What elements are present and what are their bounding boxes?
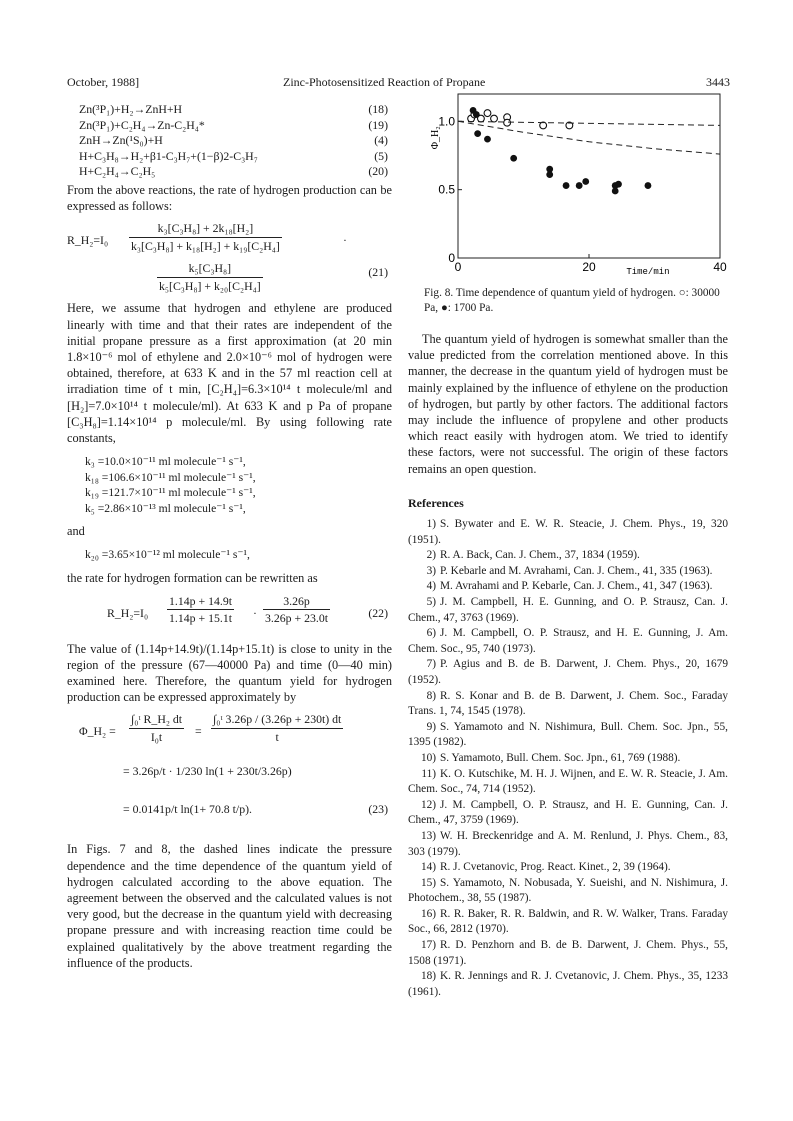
open-circle-point (504, 119, 511, 126)
paragraph: From the above reactions, the rate of hydrogen production can be expressed as follows: (67, 182, 392, 214)
reference-text: J. M. Campbell, O. P. Strausz, and H. E. Gunning, J. Am. Chem. Soc., 95, 740 (1973). (408, 627, 728, 655)
filled-circle-point (484, 136, 491, 143)
reference-number: 16) (420, 907, 436, 920)
x-tick-label: 40 (713, 260, 727, 274)
reference-number: 13) (420, 829, 436, 842)
reference-text: K. R. Jennings and R. J. Cvetanovic, J. Chem. Phys., 35, 1233 (1961). (408, 970, 728, 998)
reference-item (408, 860, 728, 876)
filled-circle-point (612, 188, 619, 195)
reference-number: 3) (426, 564, 436, 577)
filled-circle-point (510, 155, 517, 162)
reference-item (408, 579, 728, 595)
equation-fraction (167, 593, 234, 626)
reference-text: R. J. Cvetanovic, Prog. React. Kinet., 2, 39 (1964). (440, 861, 671, 874)
reference-text: J. M. Campbell, H. E. Gunning, and O. P. Strausz, Can. J. Chem., 47, 3763 (1969). (408, 596, 728, 624)
equation-number: (5) (374, 148, 388, 163)
filled-circle-point (474, 130, 481, 137)
reference-number: 14) (420, 861, 436, 874)
references-heading: References (408, 495, 464, 510)
reference-text: P. Agius and B. de B. Darwent, J. Chem. Phys., 20, 1679 (1952). (408, 658, 728, 686)
rate-constant: k₁₈ =106.6×10⁻¹¹ ml molecule⁻¹ s⁻¹, (85, 470, 256, 484)
filled-circle-point (473, 111, 480, 118)
reference-number: 18) (420, 970, 436, 983)
reference-item (408, 564, 728, 580)
left-column (67, 101, 392, 971)
reference-text: R. A. Back, Can. J. Chem., 37, 1834 (1959). (440, 549, 640, 562)
equation-number: (18) (368, 102, 388, 116)
reference-number: 9) (426, 720, 436, 733)
rate-constant: k₃ =10.0×10⁻¹¹ ml molecule⁻¹ s⁻¹, (85, 455, 246, 469)
y-tick-label: 0.5 (438, 182, 455, 197)
reaction-20 (67, 163, 392, 179)
reference-item (408, 626, 728, 657)
equation-fraction (157, 260, 263, 293)
reference-number: 4) (426, 580, 436, 593)
reference-item (408, 751, 728, 767)
reference-item (408, 517, 728, 548)
equation-fraction (129, 711, 184, 744)
figure-8 (408, 86, 728, 286)
reference-item (408, 938, 728, 969)
text-and: and (67, 523, 85, 538)
equation-22 (67, 593, 392, 633)
reference-text: M. Avrahami and P. Kebarle, Can. J. Chem., 41, 347 (1963). (440, 580, 713, 593)
fraction-denominator: k₅[C₃H₈] + k₂₀[C₂H₄] (159, 278, 261, 293)
reaction-equation: H+C₃H₈→H₂+β1-C₃H₇+(1−β)2-C₃H₇ (79, 148, 258, 163)
figure-8-chart (408, 86, 728, 282)
reaction-18 (67, 101, 392, 117)
reaction-equation: Zn(³P₁)+C₂H₄→Zn-C₂H₄* (79, 117, 205, 132)
reference-text: R. S. Konar and B. de B. Darwent, J. Chem. Soc., Faraday Trans. 1, 74, 1545 (1978). (408, 689, 728, 718)
equation-dot: · (343, 233, 347, 248)
fraction-numerator: ∫₀ᵗ R_H₂ dt (129, 711, 184, 728)
x-tick-label: 0 (454, 260, 462, 274)
filled-circle-point (582, 178, 589, 185)
y-tick-label: 1.0 (438, 114, 455, 129)
reference-number: 10) (420, 751, 436, 764)
equation-number: (22) (368, 605, 388, 620)
reference-item (408, 595, 728, 626)
reference-number: 6) (426, 627, 436, 640)
filled-circle-point (576, 182, 583, 189)
equals-sign: = (195, 724, 202, 739)
reference-item (408, 689, 728, 720)
reference-text: R. D. Penzhorn and B. de B. Darwent, J. Chem. Phys., 55, 1508 (1971). (408, 939, 728, 967)
reference-number: 2) (426, 549, 436, 562)
calculated-dashed-line (458, 121, 720, 125)
reference-text: S. Yamamoto, Bull. Chem. Soc. Jpn., 61, 769 (1988). (440, 751, 681, 764)
reaction-4 (67, 132, 392, 148)
reference-text: J. M. Campbell, O. P. Strausz, and H. E. Gunning, Can. J. Chem., 47, 3759 (1969). (408, 798, 728, 827)
reference-item (408, 798, 728, 829)
equation-line: = 3.26p/t · 1/230 ln(1 + 230t/3.26p) (123, 764, 292, 779)
paragraph: Here, we assume that hydrogen and ethylene are produced linearly with time and that their rates are independent of the initial propane pressure as a first approximation (at 20 min 1.8×10⁻⁶ mol of ethylene and 2.0×10⁻⁶ mol of hydrogen were obtained, therefore, at 633 K and in the 57 ml reaction cell at irradiation time of t min, [C₂H₄]=6.3×10¹⁴ t molecule/ml and [H₂]=7.0×10¹⁴ t molecule/ml). At 633 K and p Pa of propane [C₃H₈]=1.14×10¹⁴ p molecule/ml. By using following rate constants, (67, 301, 392, 445)
rate-constant: k₅ =2.86×10⁻¹³ ml molecule⁻¹ s⁻¹, (85, 501, 246, 515)
equation-lhs: R_H₂=I₀ (67, 233, 109, 248)
reference-text: P. Kebarle and M. Avrahami, Can. J. Chem., 41, 335 (1963). (440, 564, 713, 577)
fraction-denominator: k₃[C₃H₈] + k₁₈[H₂] + k₁₉[C₂H₄] (131, 238, 280, 253)
calculated-dashed-line (458, 121, 720, 154)
equation-lhs: R_H₂=I₀ (107, 605, 149, 620)
equation-number: (19) (368, 117, 388, 132)
fraction-denominator: 1.14p + 15.1t (169, 610, 233, 625)
equation-number: (23) (368, 802, 388, 817)
reference-number: 11) (421, 767, 436, 780)
equation-lhs: Φ_H₂ = (79, 724, 116, 739)
reaction-19 (67, 117, 392, 133)
reference-text: W. H. Breckenridge and A. M. Renlund, J. Phys. Chem., 83, 303 (1979). (408, 829, 728, 858)
open-circle-point (491, 115, 498, 122)
y-axis-label: Φ_H₂ (430, 126, 441, 150)
equation-line: = 0.0141p/t ln(1+ 70.8 t/p). (123, 802, 252, 817)
equation-number: (21) (368, 265, 388, 280)
fraction-numerator: 1.14p + 14.9t (167, 593, 234, 610)
equation-dot: · (253, 605, 257, 620)
rate-constants (85, 454, 392, 516)
reference-item (408, 969, 728, 1000)
reference-number: 17) (420, 939, 436, 952)
reference-list (408, 517, 728, 1000)
reference-item (408, 767, 728, 798)
x-tick-label: 20 (582, 260, 596, 274)
reference-number: 5) (426, 596, 436, 608)
equation-21 (67, 220, 392, 296)
reference-number: 12) (420, 798, 436, 811)
reference-text: R. R. Baker, R. R. Baldwin, and R. W. Walker, Trans. Faraday Soc., 66, 2812 (1970). (408, 907, 728, 936)
reference-text: K. O. Kutschike, M. H. J. Wijnen, and E. W. R. Steacie, J. Am. Chem. Soc., 74, 714 (1952). (408, 767, 728, 796)
filled-circle-point (546, 171, 553, 178)
equation-number: (20) (368, 164, 388, 179)
filled-circle-point (563, 182, 570, 189)
reaction-list (67, 101, 392, 179)
fraction-numerator: k₅[C₃H₈] (157, 260, 263, 277)
reaction-5 (67, 148, 392, 164)
reference-item (408, 548, 728, 564)
fraction-numerator: ∫₀ᵗ 3.26p / (3.26p + 230t) dt (211, 711, 343, 728)
running-header-title: Zinc-Photosensitized Reaction of Propane (283, 75, 486, 89)
paragraph: In Figs. 7 and 8, the dashed lines indicate the pressure dependence and the time dependence of the quantum yield of hydrogen calculated according to the above equation. The agreement between the observed and the calculated values is not very good, but the decrease in the quantum yield with decreasing propane pressure and with increasing reaction time could be explained qualitatively by the above treatment regarding the influence of the products. (67, 842, 392, 970)
filled-circle-point (645, 182, 652, 189)
fraction-numerator: k₃[C₃H₈] + 2k₁₈[H₂] (129, 220, 282, 237)
paragraph: The value of (1.14p+14.9t)/(1.14p+15.1t) is close to unity in the region of the pressure (67—40000 Pa) and time (0—40 min) examined here. Therefore, the quantum yield for hydrogen production can be expressed approximately by (67, 641, 392, 705)
reaction-equation: ZnH→Zn(¹S₀)+H (79, 133, 163, 148)
reference-item (408, 829, 728, 860)
equation-number: (4) (374, 133, 388, 148)
reference-number: 15) (420, 876, 436, 889)
reference-item (408, 720, 728, 751)
reference-text: S. Yamamoto, N. Nobusada, Y. Sueishi, and N. Nishimura, J. Photochem., 38, 55 (1987). (408, 876, 728, 905)
page-number: 3443 (706, 75, 730, 89)
equation-fraction (211, 711, 343, 744)
reference-number: 7) (426, 658, 436, 671)
y-tick-label: 0 (448, 251, 455, 265)
reference-number: 1) (426, 518, 436, 531)
reference-item (408, 657, 728, 688)
reference-item (408, 907, 728, 938)
reference-number: 8) (426, 689, 436, 702)
reference-text: S. Yamamoto and N. Nishimura, Bull. Chem. Soc. Jpn., 55, 1395 (1982). (408, 720, 728, 749)
filled-circle-point (615, 181, 622, 188)
rate-constant-k20: k₂₀ =3.65×10⁻¹² ml molecule⁻¹ s⁻¹, (85, 547, 250, 561)
open-circle-point (484, 110, 491, 117)
reaction-equation: Zn(³P₁)+H₂→ZnH+H (79, 102, 183, 116)
fraction-numerator: 3.26p (263, 593, 330, 610)
equation-23 (67, 711, 392, 837)
paragraph: The quantum yield of hydrogen is somewhat smaller than the value predicted from the correlation mentioned above. In this manner, the decrease in the quantum yield of hydrogen must be mainly explained by the influence of ethylene on the production of hydrogen, but partly by other factors. The additional factors may include the influence of propylene and other products which react easily with hydrogen atom. We tried to identify these factors, were not successful. The origin of these factors remains an open question. (408, 332, 728, 476)
equation-fraction (263, 593, 330, 626)
rate-constant: k₁₉ =121.7×10⁻¹¹ ml molecule⁻¹ s⁻¹, (85, 486, 256, 500)
running-header-date: October, 1988] (67, 75, 140, 89)
fraction-denominator: t (275, 729, 279, 744)
equation-fraction (129, 220, 282, 253)
fraction-denominator: I₀t (150, 729, 163, 744)
paragraph: the rate for hydrogen formation can be rewritten as (67, 571, 318, 586)
figure-caption: Fig. 8. Time dependence of quantum yield of hydrogen. ○: 30000 Pa, ●: 1700 Pa. (424, 287, 720, 314)
reference-text: S. Bywater and E. W. R. Steacie, J. Chem. Phys., 19, 320 (1951). (408, 518, 728, 546)
right-column (408, 331, 728, 1000)
reference-item (408, 876, 728, 907)
x-axis-label: Time/min (626, 267, 670, 277)
fraction-denominator: 3.26p + 23.0t (265, 610, 329, 625)
reaction-equation: H+C₂H₄→C₂H₅ (79, 164, 156, 179)
